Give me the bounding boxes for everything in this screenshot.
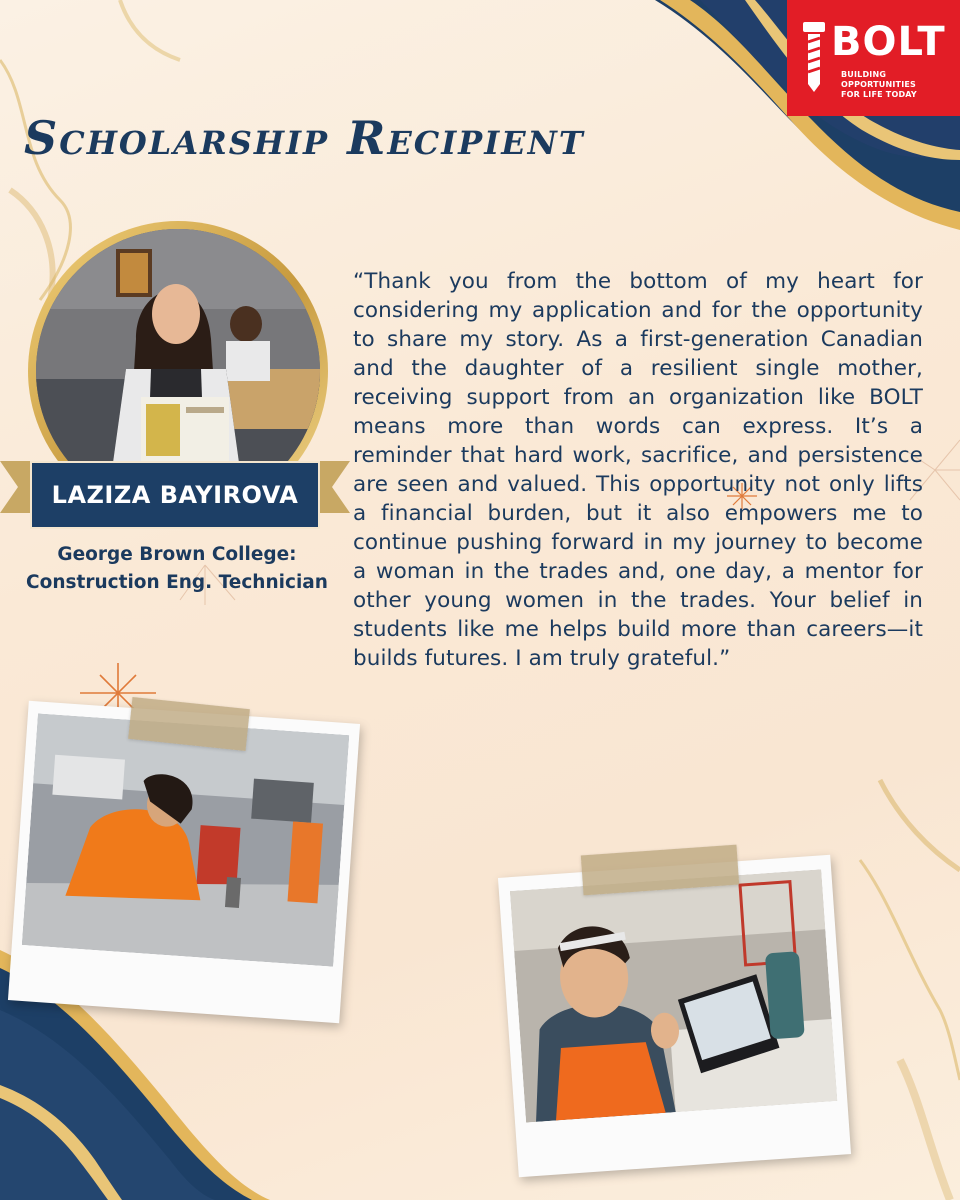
bolt-icon xyxy=(801,22,827,92)
photo-polaroid-workshop xyxy=(8,701,360,1023)
recipient-name: LAZIZA BAYIROVA xyxy=(30,461,320,529)
bolt-logo xyxy=(787,0,960,116)
recipient-quote: “Thank you from the bottom of my heart for considering my application and for the opportunity to share my story. As a first-generation Canadian and the daughter of a resilient single mother, receiving support from an organization like BOLT means more than words can express. It’s a reminder that hard work, sacrifice, and persistence are seen and valued. This opportunity not only lifts a financial burden, but it also empowers me to continue pushing forward in my journey to become a woman in the trades and, one day, a mentor for other young women in the trades. Your belief in students like me helps build more than careers—it builds futures. I am truly grateful.” xyxy=(353,269,923,671)
logo-wordmark: BOLT xyxy=(831,19,946,65)
program-name: Construction Eng. Technician xyxy=(26,572,328,593)
page-title: Scholarship Recipient xyxy=(24,111,585,165)
recipient-program xyxy=(14,541,340,597)
photo-polaroid-laptop xyxy=(498,855,851,1177)
laptop-photo xyxy=(510,869,837,1122)
college-name: George Brown College: xyxy=(57,544,297,565)
logo-tagline: BUILDING OPPORTUNITIES FOR LIFE TODAY xyxy=(841,70,917,99)
workshop-photo xyxy=(22,713,349,966)
